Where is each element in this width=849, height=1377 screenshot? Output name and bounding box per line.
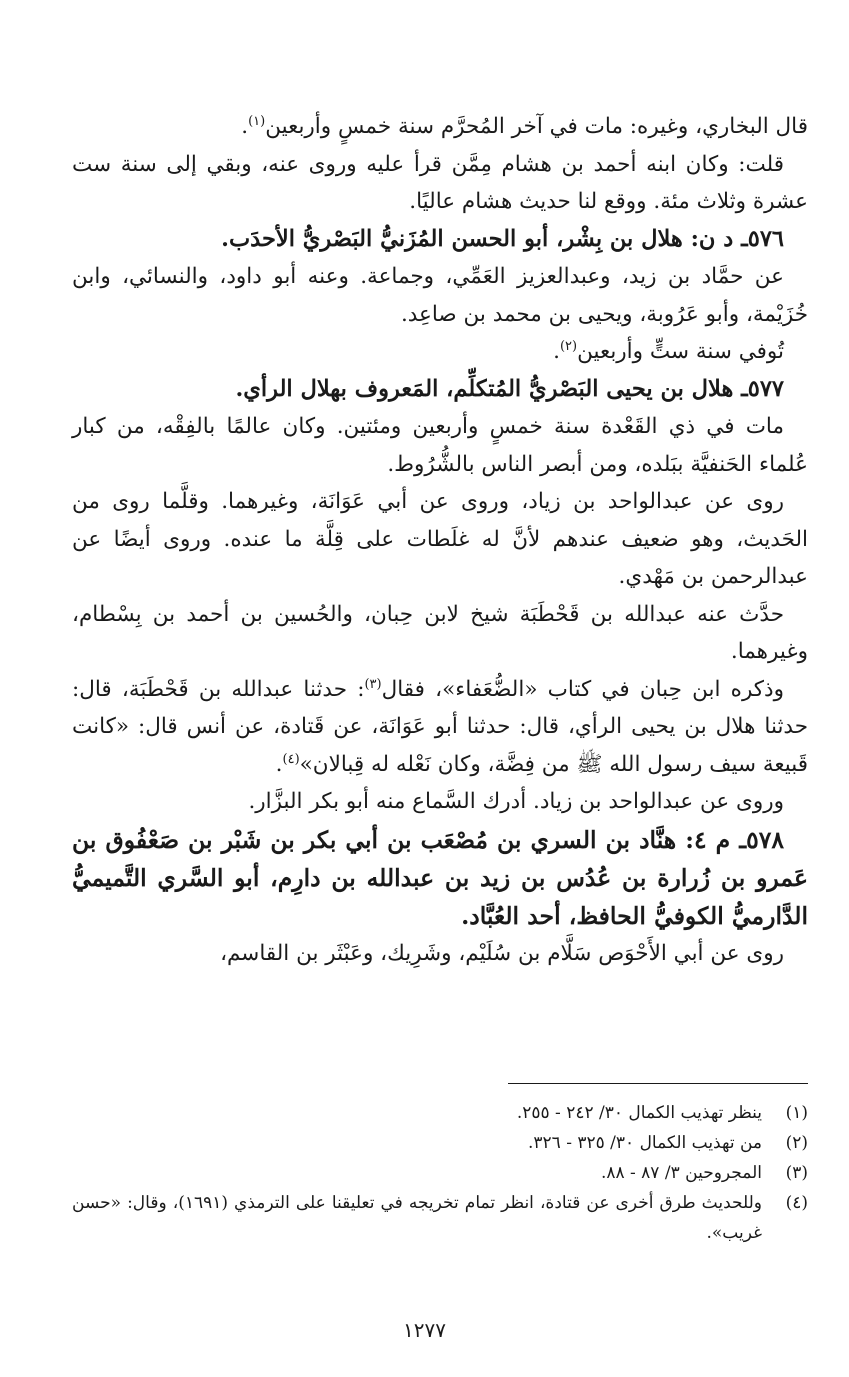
footnote-ref[interactable]: (٣) bbox=[364, 676, 382, 692]
footnote bbox=[72, 1158, 808, 1188]
footnotes-section bbox=[72, 1083, 808, 1248]
footnote-ref[interactable]: (٢) bbox=[559, 338, 578, 354]
paragraph: حدَّث عنه عبدالله بن قَحْطَبَة شيخ لابن حِبان، والحُسين بن أحمد بن بِسْطام، وغيرهما. bbox=[72, 601, 808, 664]
paragraph: قلت: وكان ابنه أحمد بن هشام مِمَّن قرأ عليه وروى عنه، وبقي إلى سنة ست عشرة وثلاث مئة. ووقع لنا حديث هشام عاليًا. bbox=[72, 151, 808, 214]
main-text bbox=[72, 108, 808, 972]
footnote-number: (٢) bbox=[785, 1133, 808, 1153]
footnote-ref[interactable]: (١) bbox=[248, 113, 266, 129]
biography-entry-heading: ٥٧٦ـ د ن: هلال بن بِشْر، أبو الحسن المُزَنيُّ البَصْريُّ الأحدَب. bbox=[221, 225, 784, 252]
footnote-ref[interactable]: (٤) bbox=[282, 751, 300, 767]
footnote bbox=[72, 1098, 808, 1128]
footnote-text: ينظر تهذيب الكمال ٣٠/ ٢٤٢ - ٢٥٥. bbox=[516, 1103, 762, 1123]
footnote-text: من تهذيب الكمال ٣٠/ ٣٢٥ - ٣٢٦. bbox=[527, 1133, 762, 1153]
paragraph: روى عن عبدالواحد بن زياد، وروى عن أبي عَوَانَة، وغيرهما. وقلَّما روى من الحَديث، وهو ضعيف عندهم لأنَّ له غلَطات على قِلَّة ما عنده. وروى أيضًا عن عبدالرحمن بن مَهْدي. bbox=[72, 489, 808, 589]
paragraph: تُوفي سنة ستٍّ وأربعين$^{(٢)}$. bbox=[553, 338, 784, 364]
footnote-text: وللحديث طرق أخرى عن قتادة، انظر تمام تخريجه في تعليقنا على الترمذي (١٦٩١)، وقال: «حسن غريب». bbox=[72, 1193, 762, 1243]
paragraph: عن حمَّاد بن زيد، وعبدالعزيز العَمِّي، وجماعة. وعنه أبو داود، والنسائي، وابن خُزَيْمة، وأبو عَرُوبة، ويحيى بن محمد بن صاعِد. bbox=[72, 264, 808, 327]
footnote-number: (٤) bbox=[785, 1193, 808, 1213]
footnote bbox=[72, 1128, 808, 1158]
paragraph: قال البخاري، وغيره: مات في آخر المُحرَّم سنة خمسٍ وأربعين$^{(١)}$. bbox=[241, 113, 808, 139]
paragraph: روى عن أبي الأَحْوَص سَلَّام بن سُلَيْم، وشَرِيك، وعَبْثَر بن القاسم، bbox=[220, 940, 784, 966]
footnote-divider bbox=[508, 1083, 808, 1084]
footnote-number: (٣) bbox=[785, 1163, 808, 1183]
paragraph: وذكره ابن حِبان في كتاب «الضُّعَفاء»، فقال$^{(٣)}$: حدثنا عبدالله بن قَحْطَبَة، قال: حدثنا هلال بن يحيى الرأي، قال: حدثنا أبو عَوَانَة، عن قَتادة، عن أنس قال: «كانت قَبيعة سيف رسول الله ﷺ من فِضَّة، وكان نَعْله له قِبالان»$^{(٤)}$. bbox=[72, 676, 808, 777]
paragraph: مات في ذي القَعْدة سنة خمسٍ وأربعين ومئتين. وكان عالمًا بالفِقْه، من كبار عُلماء الحَنفيَّة ببَلده، ومن أبصر الناس بالشُّرُوط. bbox=[72, 414, 808, 477]
biography-entry-heading: ٥٧٨ـ م ٤: هنَّاد بن السري بن مُصْعَب بن أبي بكر بن شَبْر بن صَعْفُوق بن عَمرو بن زُرارة بن عُدُس بن زيد بن عبدالله بن دارِم، أبو السَّري التَّميميُّ الدَّارميُّ الكوفيُّ الحافظ، أحد العُبَّاد. bbox=[72, 825, 808, 930]
page-number: ١٢٧٧ bbox=[403, 1318, 446, 1342]
paragraph: وروى عن عبدالواحد بن زياد. أدرك السَّماع منه أبو بكر البزَّار. bbox=[248, 789, 784, 814]
footnote-list bbox=[72, 1098, 808, 1248]
biography-entry-heading: ٥٧٧ـ هلال بن يحيى البَصْريُّ المُتكلِّم، المَعروف بهلال الرأي. bbox=[235, 375, 784, 402]
footnote-text: المجروحين ٣/ ٨٧ - ٨٨. bbox=[600, 1163, 762, 1183]
footnote bbox=[72, 1188, 808, 1248]
footnote-number: (١) bbox=[785, 1103, 808, 1123]
